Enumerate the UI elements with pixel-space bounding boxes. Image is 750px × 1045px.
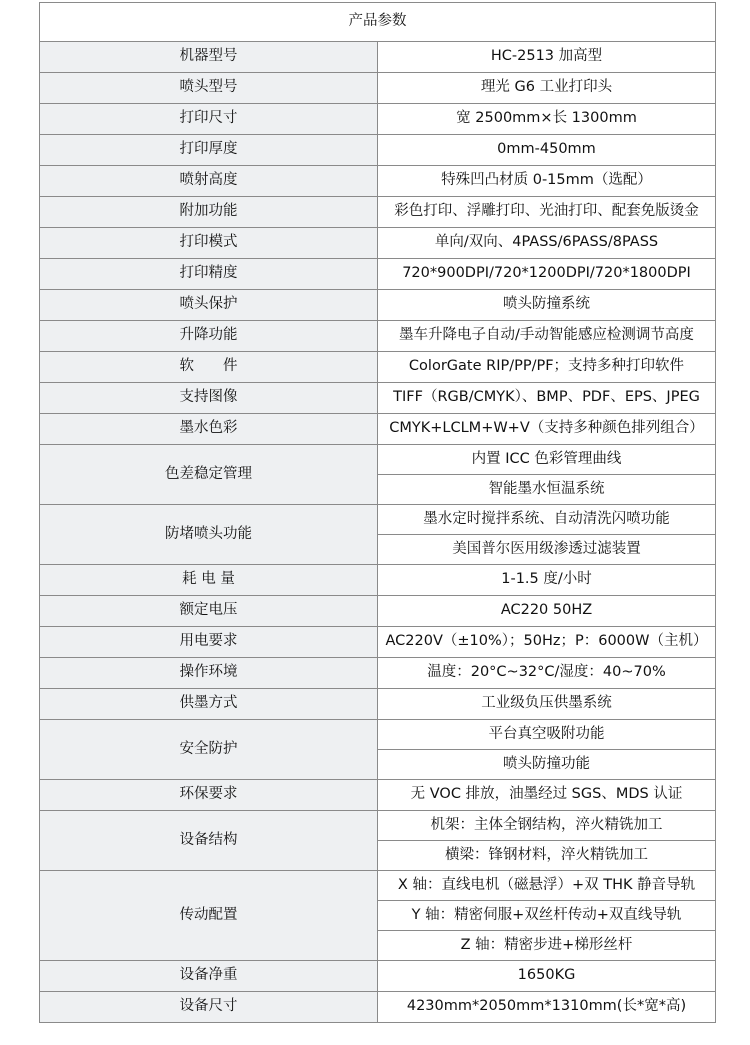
spec-label: 喷头保护 xyxy=(40,290,378,321)
spec-value: 机架：主体全钢结构，淬火精铣加工 xyxy=(378,811,716,841)
spec-label: 打印尺寸 xyxy=(40,104,378,135)
spec-label: 附加功能 xyxy=(40,197,378,228)
spec-value: 彩色打印、浮雕打印、光油打印、配套免版烫金 xyxy=(378,197,716,228)
spec-label: 打印厚度 xyxy=(40,135,378,166)
spec-value: AC220V（±10%）；50Hz；P：6000W（主机） xyxy=(378,627,716,658)
spec-row xyxy=(40,414,716,445)
spec-label: 色差稳定管理 xyxy=(40,445,378,505)
spec-label: 设备净重 xyxy=(40,961,378,992)
spec-value: X 轴：直线电机（磁悬浮）+双 THK 静音导轨 xyxy=(378,871,716,901)
spec-value: ColorGate RIP/PP/PF；支持多种打印软件 xyxy=(378,352,716,383)
spec-row xyxy=(40,135,716,166)
spec-row xyxy=(40,383,716,414)
spec-label: 支持图像 xyxy=(40,383,378,414)
spec-table xyxy=(39,2,716,1023)
spec-row xyxy=(40,321,716,352)
spec-value: CMYK+LCLM+W+V（支持多种颜色排列组合） xyxy=(378,414,716,445)
spec-row xyxy=(40,42,716,73)
spec-label: 喷射高度 xyxy=(40,166,378,197)
spec-value: 喷头防撞系统 xyxy=(378,290,716,321)
spec-row xyxy=(40,505,716,535)
spec-label: 打印模式 xyxy=(40,228,378,259)
title-row xyxy=(40,3,716,42)
spec-value: 美国普尔医用级渗透过滤装置 xyxy=(378,535,716,565)
spec-value: 喷头防撞功能 xyxy=(378,750,716,780)
spec-label: 环保要求 xyxy=(40,780,378,811)
spec-value: 1-1.5 度/小时 xyxy=(378,565,716,596)
table-title: 产品参数 xyxy=(40,3,716,42)
spec-row xyxy=(40,720,716,750)
spec-value: 横梁：锋钢材料，淬火精铣加工 xyxy=(378,841,716,871)
spec-row xyxy=(40,445,716,475)
spec-label: 机器型号 xyxy=(40,42,378,73)
spec-value: Y 轴：精密伺服+双丝杆传动+双直线导轨 xyxy=(378,901,716,931)
spec-value: 0mm-450mm xyxy=(378,135,716,166)
spec-value: 墨车升降电子自动/手动智能感应检测调节高度 xyxy=(378,321,716,352)
spec-label: 设备尺寸 xyxy=(40,992,378,1023)
spec-row xyxy=(40,197,716,228)
spec-row xyxy=(40,565,716,596)
spec-table-body xyxy=(40,3,716,1023)
spec-value: 无 VOC 排放，油墨经过 SGS、MDS 认证 xyxy=(378,780,716,811)
spec-value: 理光 G6 工业打印头 xyxy=(378,73,716,104)
spec-row xyxy=(40,352,716,383)
spec-row xyxy=(40,73,716,104)
spec-value: 720*900DPI/720*1200DPI/720*1800DPI xyxy=(378,259,716,290)
spec-label: 传动配置 xyxy=(40,871,378,961)
spec-row xyxy=(40,166,716,197)
spec-value: 智能墨水恒温系统 xyxy=(378,475,716,505)
spec-value: TIFF（RGB/CMYK）、BMP、PDF、EPS、JPEG xyxy=(378,383,716,414)
spec-value: 墨水定时搅拌系统、自动清洗闪喷功能 xyxy=(378,505,716,535)
spec-row xyxy=(40,658,716,689)
spec-row xyxy=(40,596,716,627)
spec-value: 单向/双向、4PASS/6PASS/8PASS xyxy=(378,228,716,259)
spec-label: 耗 电 量 xyxy=(40,565,378,596)
spec-value: 工业级负压供墨系统 xyxy=(378,689,716,720)
spec-label: 防堵喷头功能 xyxy=(40,505,378,565)
spec-value: 1650KG xyxy=(378,961,716,992)
spec-label: 打印精度 xyxy=(40,259,378,290)
spec-label: 操作环境 xyxy=(40,658,378,689)
spec-row xyxy=(40,780,716,811)
spec-value: AC220 50HZ xyxy=(378,596,716,627)
spec-label: 软 件 xyxy=(40,352,378,383)
spec-label: 安全防护 xyxy=(40,720,378,780)
spec-row xyxy=(40,811,716,841)
spec-row xyxy=(40,627,716,658)
spec-value: 平台真空吸附功能 xyxy=(378,720,716,750)
spec-row xyxy=(40,689,716,720)
spec-row xyxy=(40,228,716,259)
spec-label: 设备结构 xyxy=(40,811,378,871)
spec-label: 供墨方式 xyxy=(40,689,378,720)
spec-value: Z 轴：精密步进+梯形丝杆 xyxy=(378,931,716,961)
spec-row xyxy=(40,259,716,290)
spec-row xyxy=(40,104,716,135)
spec-row xyxy=(40,961,716,992)
spec-label: 升降功能 xyxy=(40,321,378,352)
spec-value: 4230mm*2050mm*1310mm(长*宽*高) xyxy=(378,992,716,1023)
spec-value: 特殊凹凸材质 0-15mm（选配） xyxy=(378,166,716,197)
spec-value: 宽 2500mm×长 1300mm xyxy=(378,104,716,135)
spec-label: 用电要求 xyxy=(40,627,378,658)
spec-label: 墨水色彩 xyxy=(40,414,378,445)
spec-row xyxy=(40,992,716,1023)
spec-label: 喷头型号 xyxy=(40,73,378,104)
spec-row xyxy=(40,290,716,321)
spec-row xyxy=(40,871,716,901)
spec-value: 内置 ICC 色彩管理曲线 xyxy=(378,445,716,475)
spec-value: 温度：20°C~32°C/湿度：40~70% xyxy=(378,658,716,689)
spec-value: HC-2513 加高型 xyxy=(378,42,716,73)
spec-label: 额定电压 xyxy=(40,596,378,627)
